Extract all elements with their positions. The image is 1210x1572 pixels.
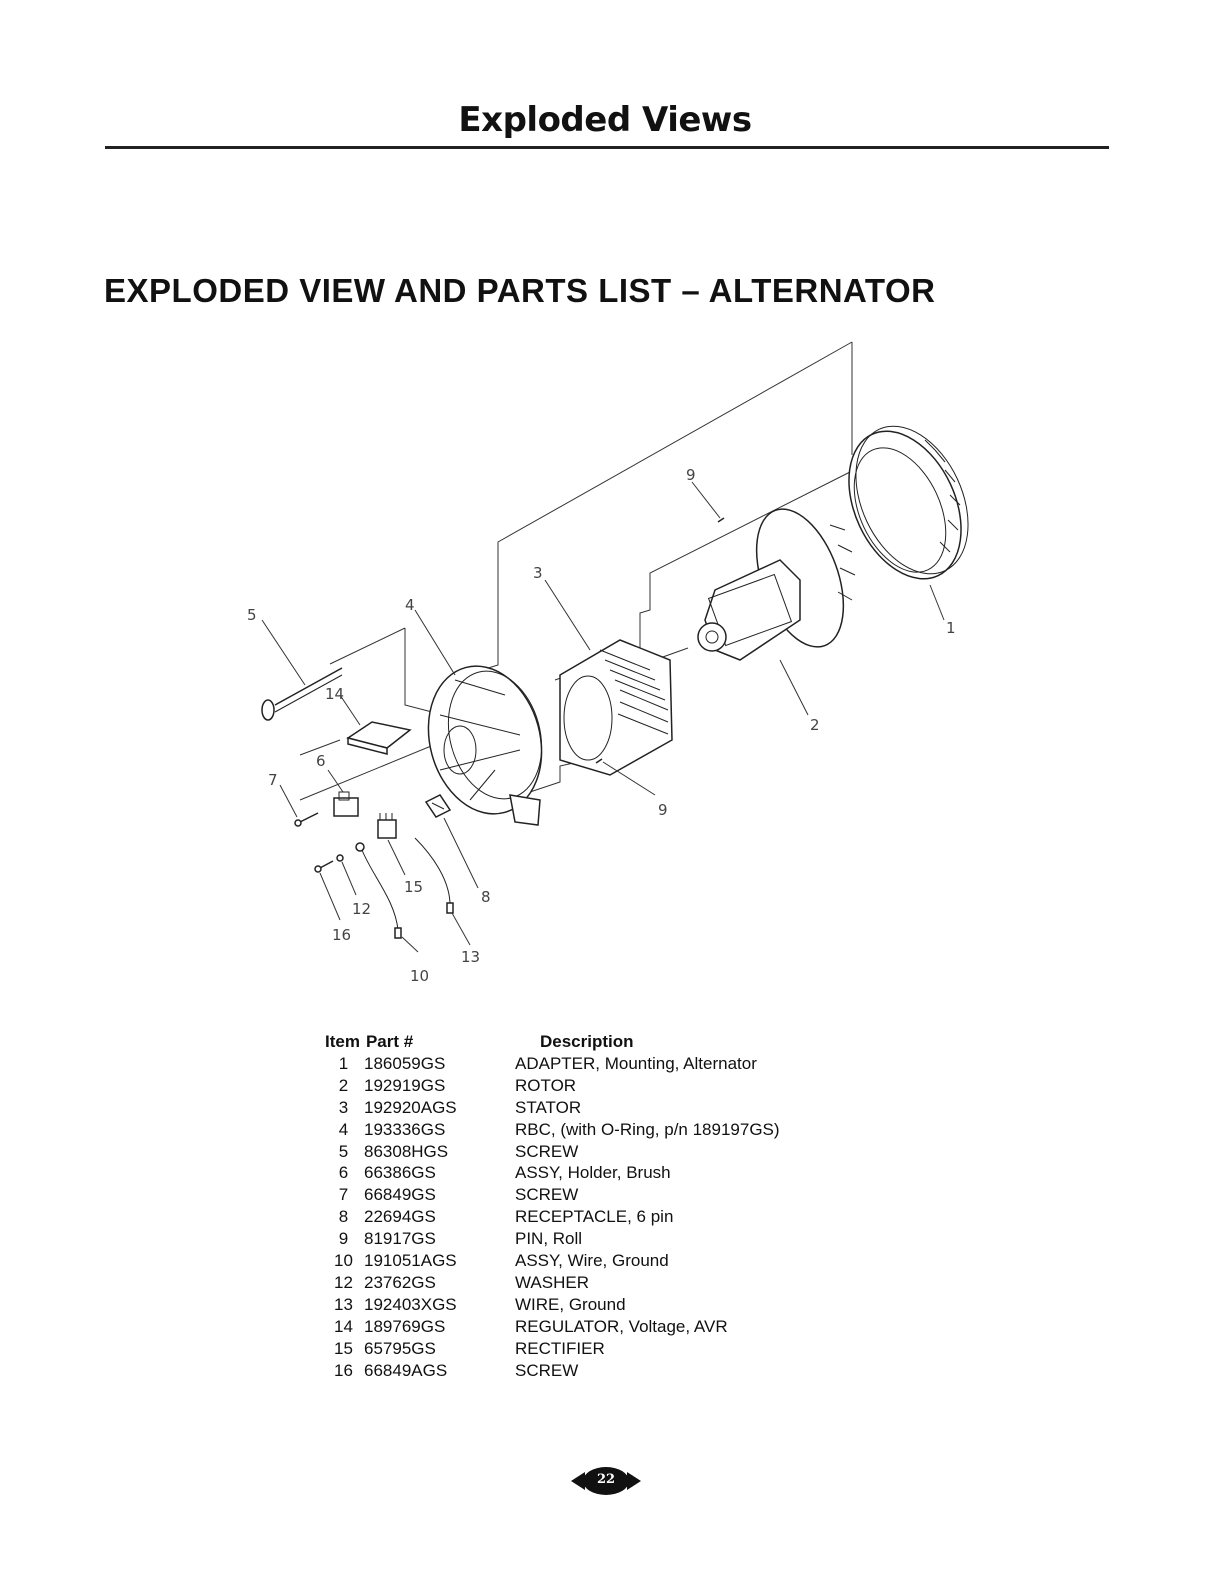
part-number: 66849AGS	[364, 1360, 448, 1380]
item-number: 10	[334, 1251, 353, 1271]
callout-13: 13	[461, 948, 481, 966]
page-header-title: Exploded Views	[458, 100, 752, 140]
table-row	[325, 1184, 780, 1206]
table-row	[325, 1228, 780, 1250]
exploded-view-diagram	[0, 330, 1210, 1010]
parts-list-rows	[325, 1053, 780, 1382]
table-row	[325, 1316, 780, 1338]
part-description: RBC, (with O-Ring, p/n 189197GS)	[515, 1119, 780, 1139]
page-number: 22	[596, 1472, 616, 1487]
part-number: 22694GS	[364, 1207, 436, 1227]
header-divider	[105, 146, 1109, 149]
table-row	[325, 1162, 780, 1184]
callout-16: 16	[332, 926, 352, 944]
part-number: 23762GS	[364, 1272, 436, 1292]
item-number: 4	[338, 1119, 349, 1139]
rectifier-part	[378, 813, 396, 838]
item-number: 8	[338, 1207, 349, 1227]
item-number: 16	[334, 1360, 353, 1380]
part-description: ASSY, Holder, Brush	[515, 1163, 671, 1183]
page-number-badge	[571, 1466, 641, 1496]
part-number: 189769GS	[364, 1316, 446, 1336]
callout-9-lower: 9	[658, 801, 668, 819]
item-number: 1	[338, 1053, 349, 1073]
item-number: 7	[338, 1185, 349, 1205]
table-row	[325, 1294, 780, 1316]
header-description: Description	[539, 1032, 634, 1051]
part-description: SCREW	[515, 1360, 579, 1380]
table-row	[325, 1053, 780, 1075]
part-number: 65795GS	[364, 1338, 436, 1358]
callout-9-upper: 9	[686, 466, 696, 484]
callout-3: 3	[533, 564, 543, 582]
part-description: RECTIFIER	[515, 1338, 605, 1358]
callout-7: 7	[268, 771, 278, 789]
screw-16-part	[315, 861, 333, 872]
table-row	[325, 1338, 780, 1360]
table-row	[325, 1097, 780, 1119]
callout-5: 5	[247, 606, 257, 624]
parts-list	[325, 1031, 780, 1382]
callout-4: 4	[405, 596, 415, 614]
parts-list-header	[325, 1031, 780, 1053]
callout-15: 15	[404, 878, 424, 896]
section-title: EXPLODED VIEW AND PARTS LIST – ALTERNATOR	[104, 272, 936, 309]
item-number: 15	[334, 1338, 353, 1358]
item-number: 2	[338, 1075, 349, 1095]
part-description: SCREW	[515, 1141, 579, 1161]
table-row	[325, 1272, 780, 1294]
receptacle-part	[426, 795, 450, 817]
part-number: 86308HGS	[364, 1141, 449, 1161]
part-description: PIN, Roll	[515, 1229, 583, 1249]
part-number: 192919GS	[364, 1075, 446, 1095]
washer-part	[337, 855, 343, 861]
part-number: 186059GS	[364, 1053, 446, 1073]
item-number: 14	[334, 1316, 353, 1336]
adapter-part	[827, 408, 991, 597]
callout-1: 1	[946, 619, 956, 637]
part-number: 192403XGS	[364, 1294, 457, 1314]
item-number: 6	[338, 1163, 349, 1183]
item-number: 3	[338, 1097, 349, 1117]
part-description: REGULATOR, Voltage, AVR	[515, 1316, 728, 1336]
part-description: ADAPTER, Mounting, Alternator	[515, 1053, 757, 1073]
part-number: 66386GS	[364, 1163, 436, 1183]
part-description: ROTOR	[515, 1075, 577, 1095]
roll-pin-upper-part	[718, 518, 724, 522]
stator-part	[560, 640, 672, 775]
brush-holder-part	[334, 792, 358, 816]
part-number: 193336GS	[364, 1119, 446, 1139]
voltage-regulator-part	[348, 722, 410, 754]
table-row	[325, 1075, 780, 1097]
header-part-number: Part #	[365, 1032, 414, 1051]
table-row	[325, 1141, 780, 1163]
part-number: 191051AGS	[364, 1251, 457, 1271]
table-row	[325, 1360, 780, 1382]
part-description: STATOR	[515, 1097, 582, 1117]
part-description: SCREW	[515, 1185, 579, 1205]
callout-2: 2	[810, 716, 820, 734]
part-description: WASHER	[515, 1272, 589, 1292]
part-number: 66849GS	[364, 1185, 436, 1205]
item-number: 9	[338, 1229, 349, 1249]
part-number: 192920AGS	[364, 1097, 457, 1117]
item-number: 13	[334, 1294, 353, 1314]
part-description: RECEPTACLE, 6 pin	[515, 1207, 674, 1227]
ground-wire-assembly-part	[356, 843, 401, 938]
part-number: 81917GS	[364, 1229, 436, 1249]
table-row	[325, 1206, 780, 1228]
part-description: WIRE, Ground	[515, 1294, 626, 1314]
callout-8: 8	[481, 888, 491, 906]
small-screw-part	[295, 813, 318, 826]
header-item: Item	[325, 1032, 360, 1051]
callout-10: 10	[410, 967, 430, 985]
rotor-part	[698, 497, 860, 660]
callout-14: 14	[325, 685, 345, 703]
part-description: ASSY, Wire, Ground	[515, 1251, 669, 1271]
item-number: 12	[334, 1272, 353, 1292]
table-row	[325, 1119, 780, 1141]
ground-wire-part	[415, 838, 453, 913]
item-number: 5	[338, 1141, 349, 1161]
callout-6: 6	[316, 752, 326, 770]
table-row	[325, 1250, 780, 1272]
callout-12: 12	[352, 900, 372, 918]
